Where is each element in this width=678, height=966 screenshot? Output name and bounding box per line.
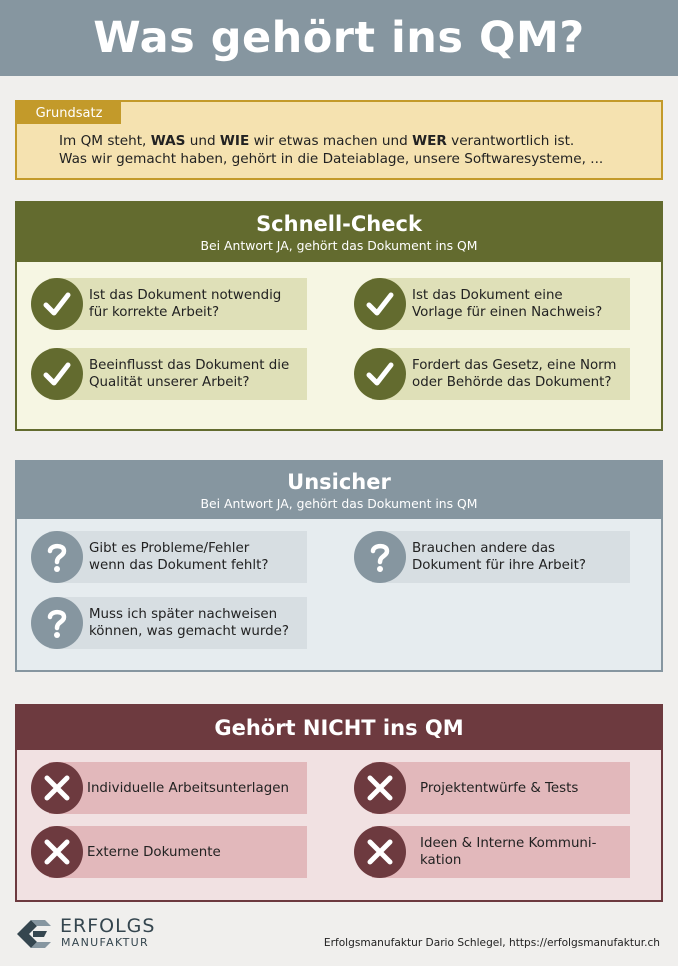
check-icon [31,278,83,330]
emphasis-text: WER [412,133,447,149]
grundsatz-box [15,100,663,180]
body-text: Im QM steht, [59,133,151,149]
erfolgsmanufaktur-logo [15,912,155,956]
logo-mark-icon [15,914,57,954]
unsure-item-text: Muss ich später nachweisen können, was gemacht wurde? [49,597,307,649]
schnell-check-header [17,203,661,262]
grundsatz-line-1 [59,132,603,150]
page-title: Was gehört ins QM? [93,13,585,63]
unsure-item-text: Brauchen andere das Dokument für ihre Arbeit? [372,531,630,583]
cross-icon [31,826,83,878]
grundsatz-text [59,132,603,168]
cross-icon [354,762,406,814]
unsicher-panel [15,460,663,672]
grundsatz-line-2: Was wir gemacht haben, gehört in die Dateiablage, unsere Softwaresysteme, ... [59,151,604,167]
nicht-header [17,706,661,750]
no-item-text: Projektentwürfe & Tests [372,762,630,814]
unsicher-title: Unsicher [287,470,391,494]
no-item-text: Ideen & Interne Kommuni- kation [372,826,630,878]
schnell-check-panel [15,201,663,431]
question-icon [31,531,83,583]
no-item-text: Externe Dokumente [49,826,307,878]
question-icon [31,597,83,649]
emphasis-text: WIE [219,133,250,149]
check-item-text: Ist das Dokument notwendig für korrekte Arbeit? [49,278,307,330]
footer-credit: Erfolgsmanufaktur Dario Schlegel, https://erfolgsmanufaktur.ch [323,937,660,949]
body-text: und [185,133,220,149]
grundsatz-tab: Grundsatz [17,102,121,124]
nicht-title: Gehört NICHT ins QM [214,716,464,740]
schnell-check-subtitle: Bei Antwort JA, gehört das Dokument ins QM [200,238,478,253]
no-item-text: Individuelle Arbeitsunterlagen [49,762,307,814]
unsicher-header [17,462,661,519]
cross-icon [31,762,83,814]
check-icon [31,348,83,400]
unsicher-subtitle: Bei Antwort JA, gehört das Dokument ins QM [200,496,478,511]
check-item-text: Ist das Dokument eine Vorlage für einen Nachweis? [372,278,630,330]
body-text: verantwortlich ist. [446,133,575,149]
nicht-panel [15,704,663,902]
check-item-text: Beeinflusst das Dokument die Qualität unserer Arbeit? [49,348,307,400]
check-icon [354,278,406,330]
check-icon [354,348,406,400]
logo-word-1: ERFOLGS [60,915,156,937]
check-item-text: Fordert das Gesetz, eine Norm oder Behörde das Dokument? [372,348,630,400]
body-text: wir etwas machen und [249,133,413,149]
page-header [0,0,678,76]
cross-icon [354,826,406,878]
unsure-item-text: Gibt es Probleme/Fehler wenn das Dokument fehlt? [49,531,307,583]
logo-word-2: MANUFAKTUR [61,936,149,949]
question-icon [354,531,406,583]
emphasis-text: WAS [150,133,186,149]
schnell-check-title: Schnell-Check [256,212,422,236]
